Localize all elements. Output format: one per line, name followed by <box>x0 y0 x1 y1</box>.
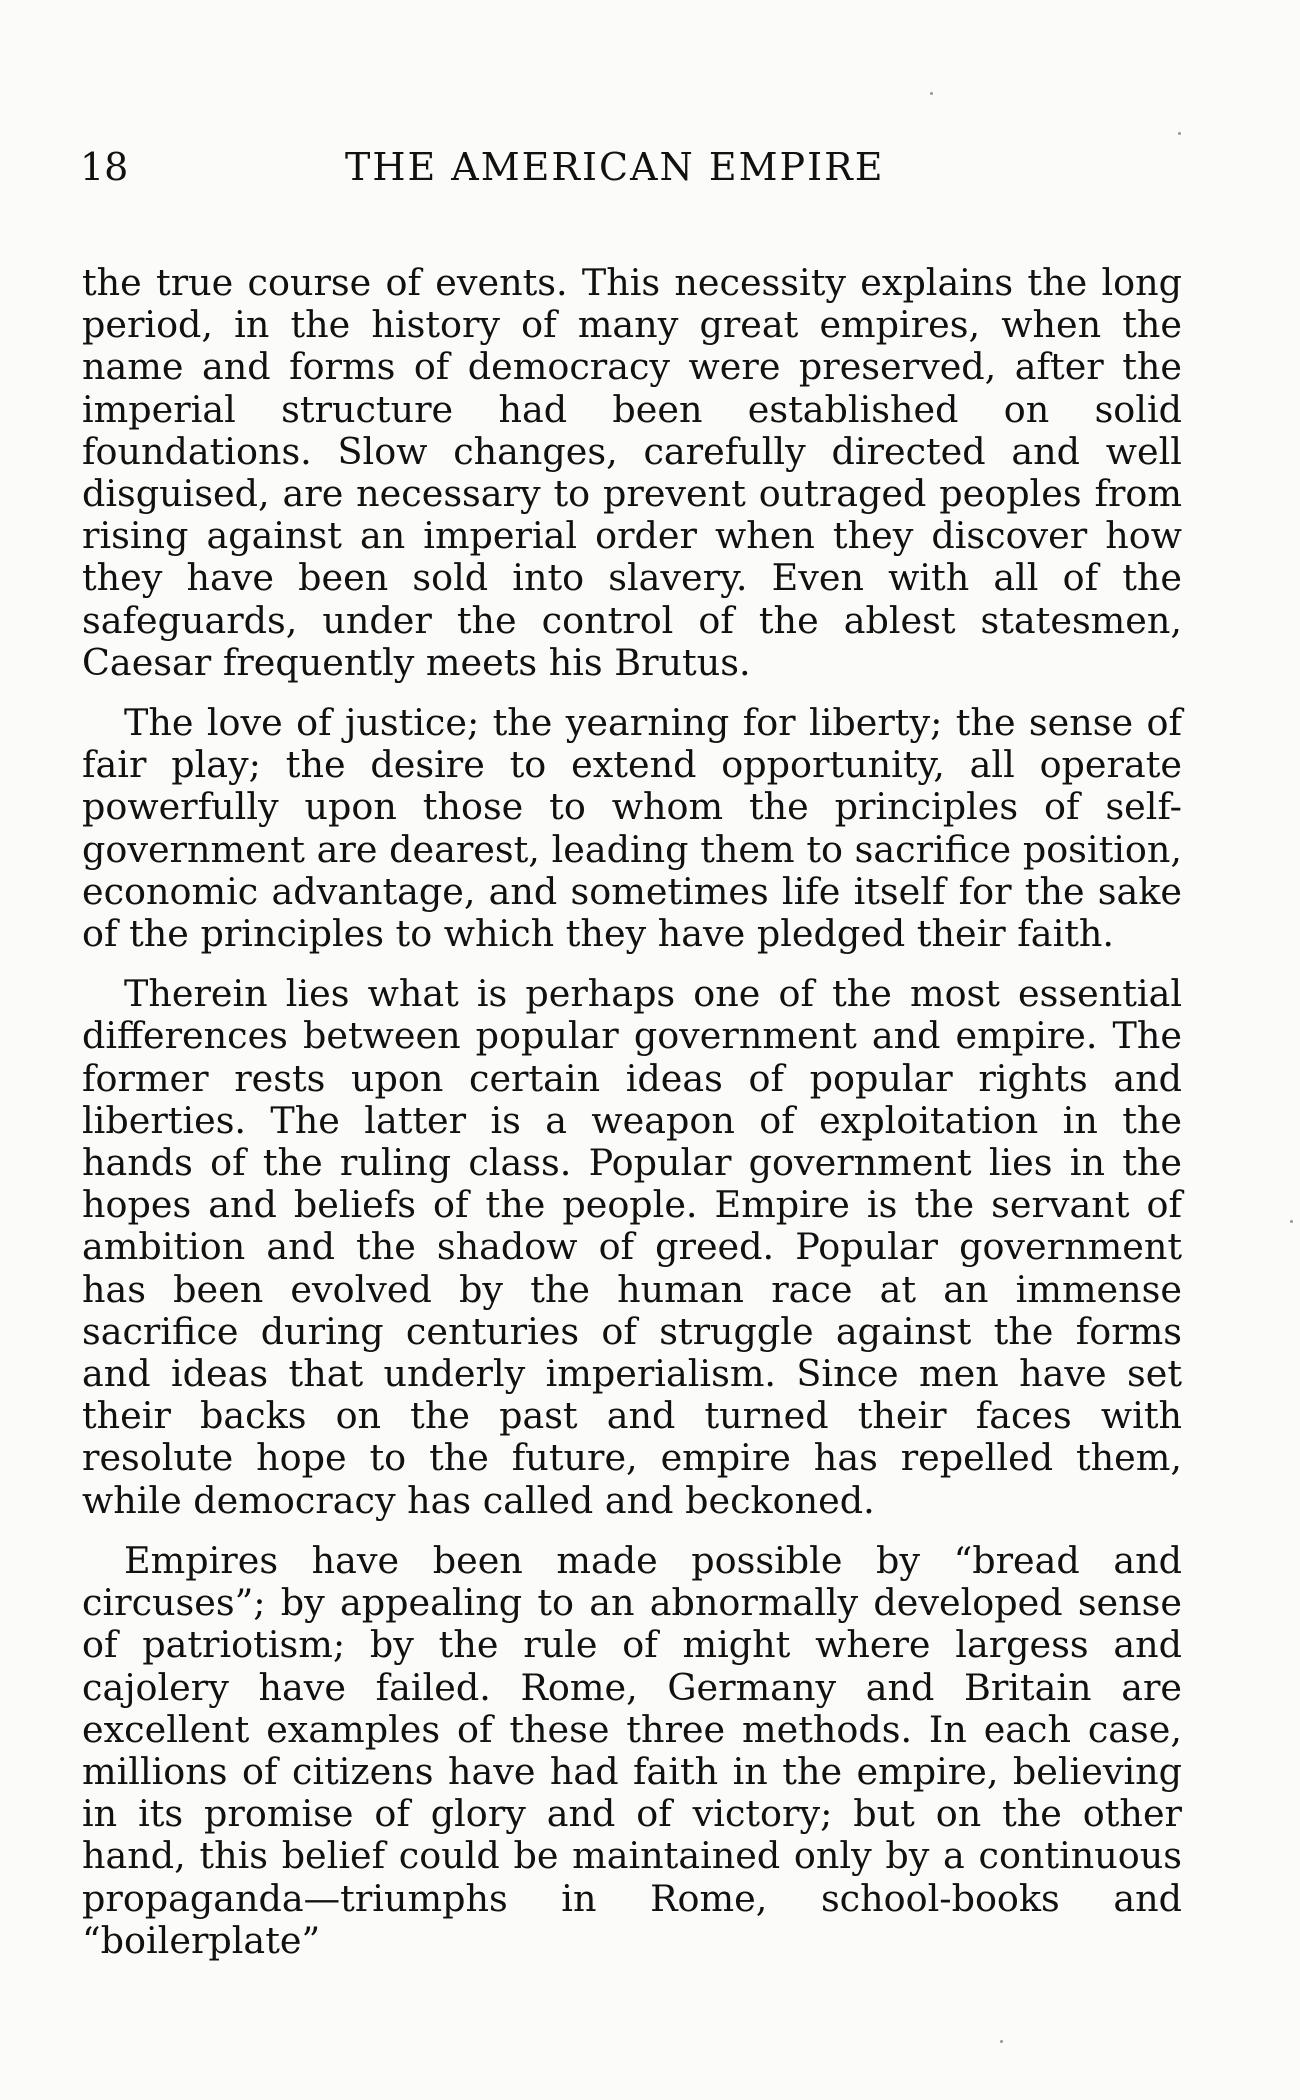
paragraph-2: The love of justice; the yearning for liberty; the sense of fair play; the desire to extend opportunity, all operate powerfully upon those to whom the principles of self-government are dearest, leading them to sacrifice position, economic advantage, and sometimes life itself for the sake of the principles to which they have pledged their faith. <box>82 701 1182 956</box>
running-head <box>80 142 1200 192</box>
page-number: 18 <box>80 145 129 189</box>
paragraph-1: the true course of events. This necessity explains the long period, in the history of many great empires, when the name and forms of democracy were preserved, after the imperial structure had been established on solid foundations. Slow changes, carefully directed and well disguised, are necessary to prevent outraged peoples from rising against an imperial order when they discover how they have been sold into slavery. Even with all of the safeguards, under the control of the ablest statesmen, Caesar frequently meets his Brutus. <box>82 261 1182 684</box>
body-text <box>82 262 1182 1962</box>
scan-speck <box>1290 1220 1293 1223</box>
scan-speck <box>1000 2040 1003 2043</box>
scan-speck <box>1178 132 1181 135</box>
paragraph-4: Empires have been made possible by “bread and circuses”; by appealing to an abnormally developed sense of patriotism; by the rule of might where largess and cajolery have failed. Rome, Germany and Britain are excellent examples of these three methods. In each case, millions of citizens have had faith in the empire, believing in its promise of glory and of victory; but on the other hand, this belief could be maintained only by a continuous propaganda—triumphs in Rome, school-books and “boilerplate” <box>82 1538 1182 1962</box>
paragraph-3: Therein lies what is perhaps one of the most essential differences between popular government and empire. The former rests upon certain ideas of popular rights and liberties. The latter is a weapon of exploitation in the hands of the ruling class. Popular government lies in the hopes and beliefs of the people. Empire is the servant of ambition and the shadow of greed. Popular government has been evolved by the human race at an immense sacrifice during centuries of struggle against the forms and ideas that underly imperialism. Since men have set their backs on the past and turned their faces with resolute hope to the future, empire has repelled them, while democracy has called and beckoned. <box>82 972 1182 1522</box>
scan-speck <box>930 92 933 95</box>
running-title: THE AMERICAN EMPIRE <box>345 145 885 189</box>
